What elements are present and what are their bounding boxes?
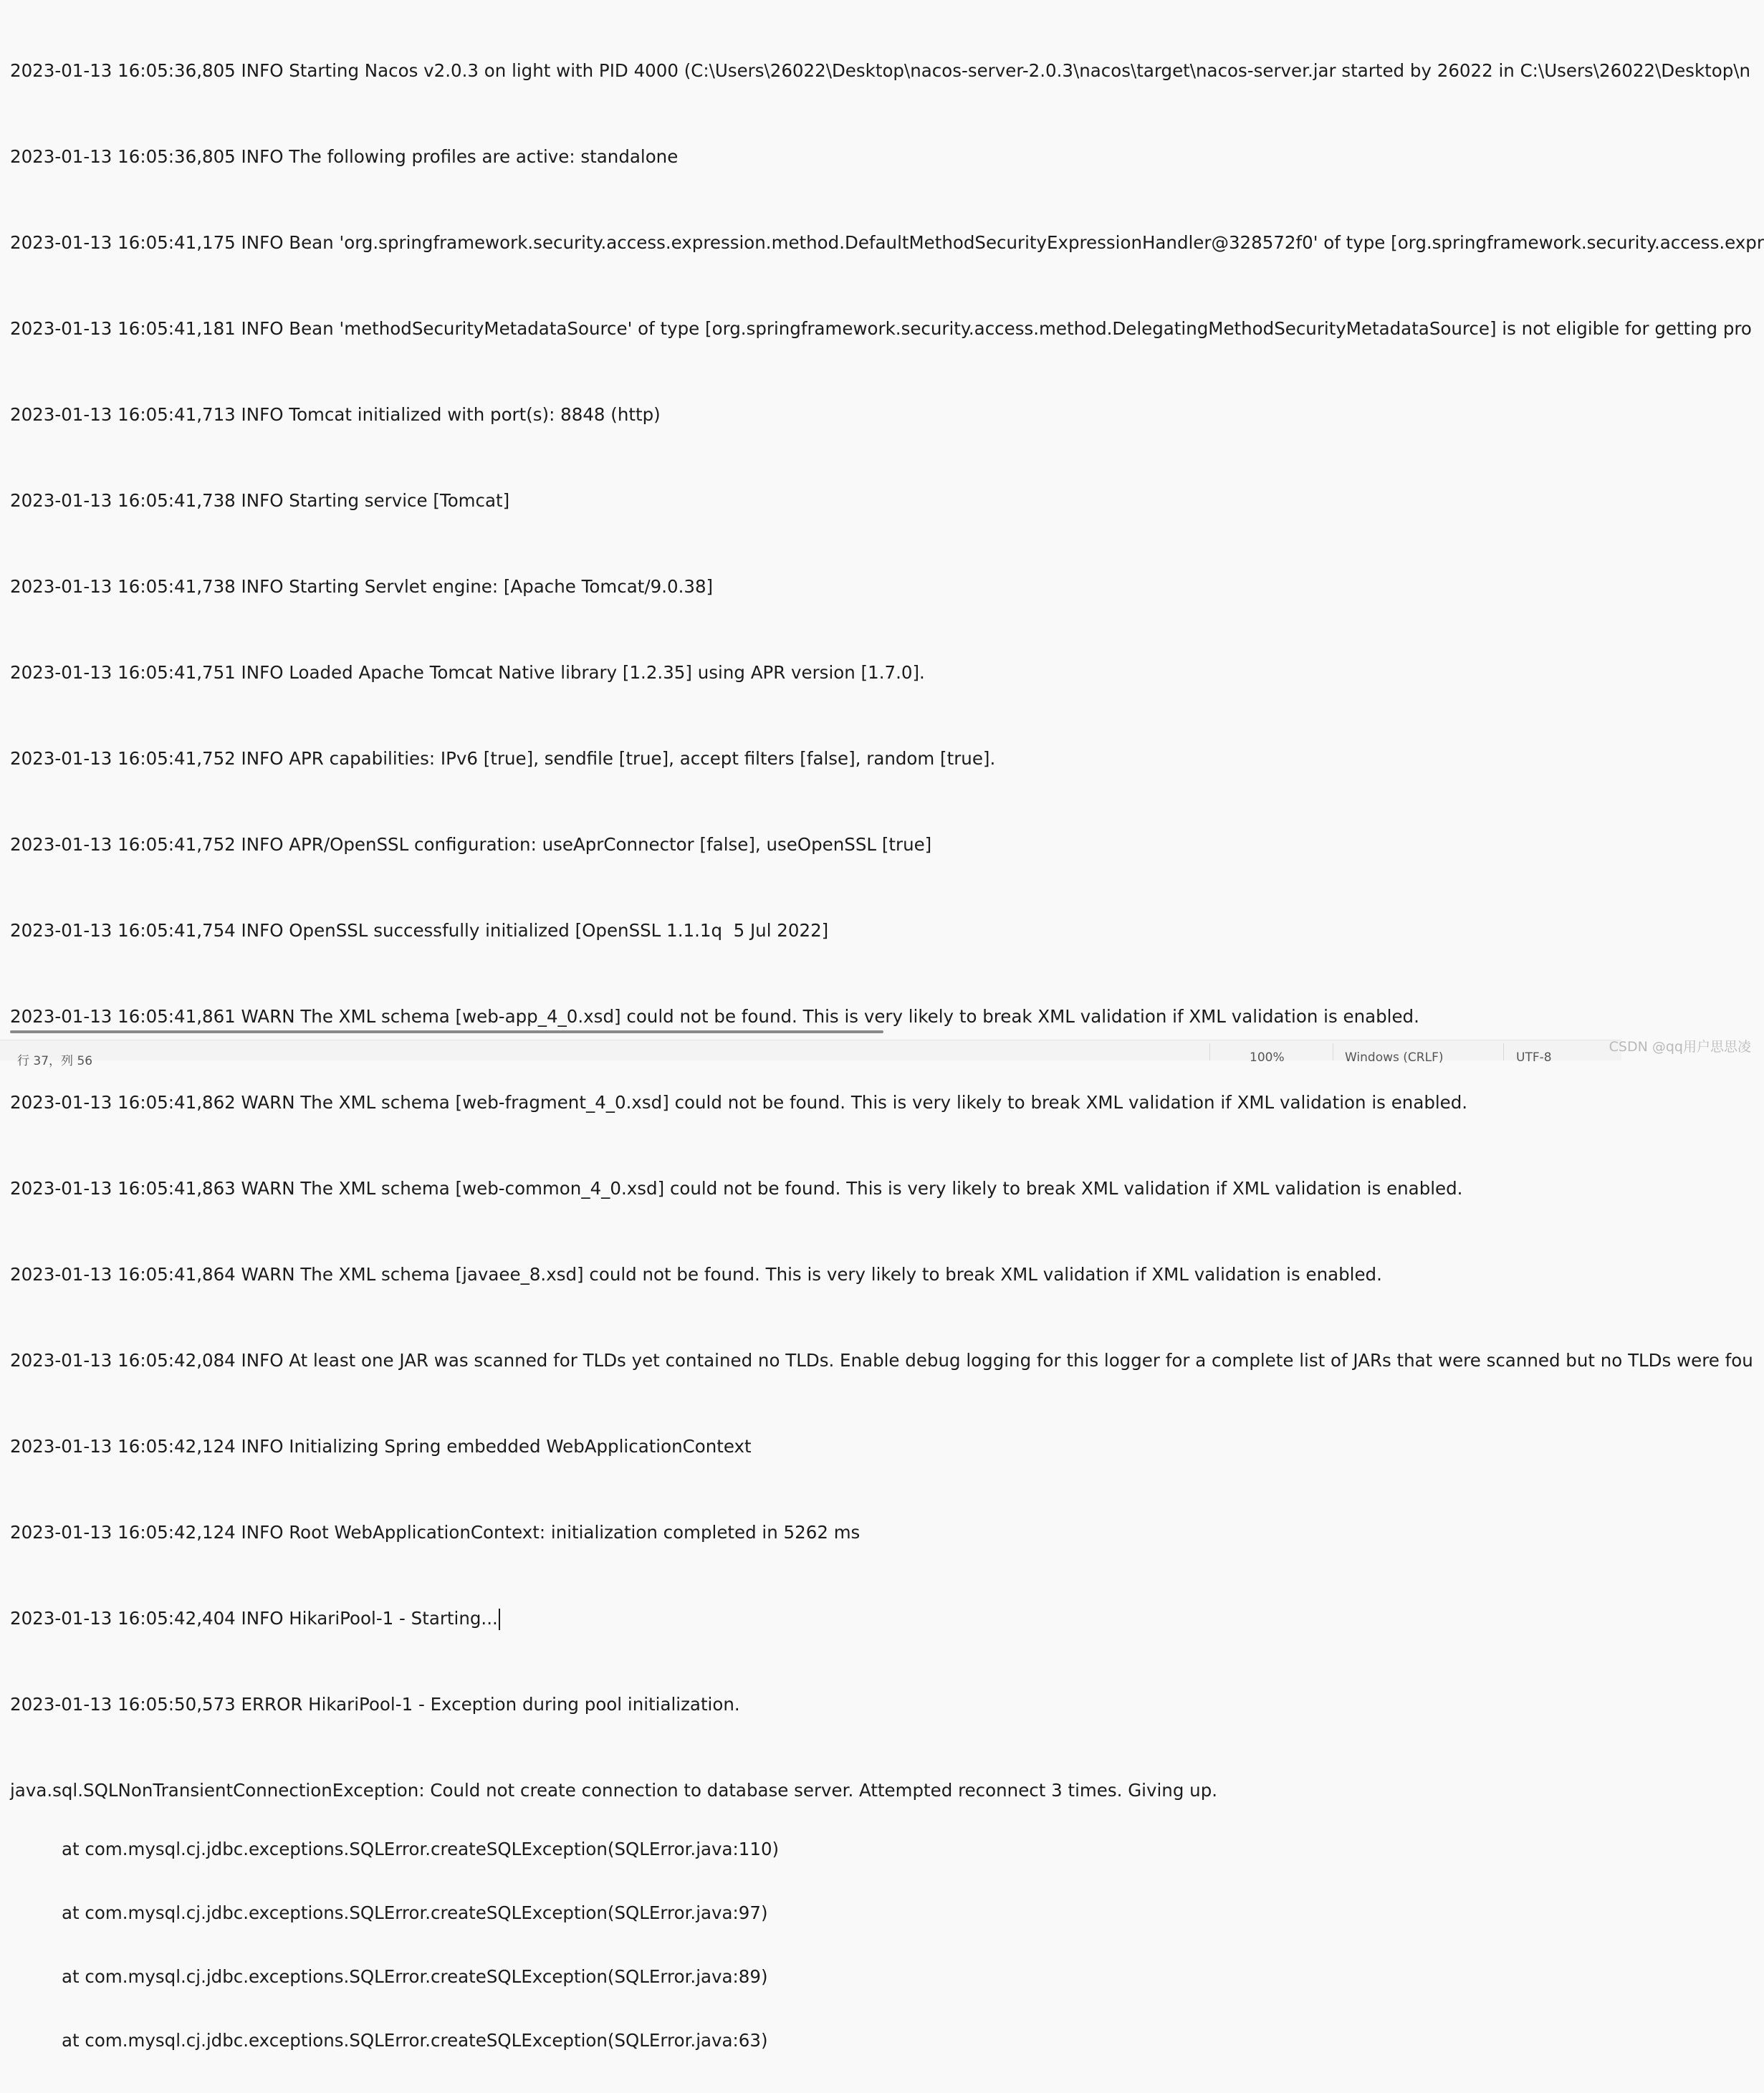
log-line: 2023-01-13 16:05:42,084 INFO At least one JAR was scanned for TLDs yet contained no TLDs. Enable debug logging for this logger for a complete list of JARs that were scanned but no TLDs were fou (10, 1350, 1753, 1371)
log-line: 2023-01-13 16:05:41,862 WARN The XML schema [web-fragment_4_0.xsd] could not be found. This is very likely to break XML validation if XML validation is enabled. (10, 1092, 1468, 1113)
status-divider (1209, 1043, 1210, 1060)
text-caret (499, 1609, 500, 1630)
encoding[interactable]: UTF-8 (1516, 1050, 1552, 1065)
log-line: 2023-01-13 16:05:42,124 INFO Initializing Spring embedded WebApplicationContext (10, 1436, 752, 1457)
log-line: 2023-01-13 16:05:41,181 INFO Bean 'methodSecurityMetadataSource' of type [org.springframework.security.access.method.DelegatingMethodSecurityMetadataSource] is not eligible for getting pro (10, 318, 1752, 339)
log-line: 2023-01-13 16:05:36,805 INFO Starting Nacos v2.0.3 on light with PID 4000 (C:\Users\26022\Desktop\nacos-server-2.0.3\nacos\target\nacos-server.jar started by 26022 in C:\Users\26022\Desktop\n (10, 60, 1751, 81)
log-line: 2023-01-13 16:05:36,805 INFO The following profiles are active: standalone (10, 146, 679, 167)
exception-line: java.sql.SQLNonTransientConnectionException: Could not create connection to database server. Attempted reconnect 3 times. Giving up. (10, 1780, 1218, 1801)
log-line: 2023-01-13 16:05:41,738 INFO Starting Servlet engine: [Apache Tomcat/9.0.38] (10, 576, 714, 597)
log-line: 2023-01-13 16:05:41,752 INFO APR capabilities: IPv6 [true], sendfile [true], accept filters [false], random [true]. (10, 748, 996, 769)
log-line: 2023-01-13 16:05:41,175 INFO Bean 'org.springframework.security.access.expression.method.DefaultMethodSecurityExpressionHandler@328572f0' of type [org.springframework.security.access.expr (10, 232, 1764, 253)
log-line: 2023-01-13 16:05:41,738 INFO Starting service [Tomcat] (10, 490, 510, 511)
log-line-text: 2023-01-13 16:05:42,404 INFO HikariPool-1 - Starting... (10, 1608, 498, 1629)
watermark-text: CSDN @qq用户思思凌 (1609, 1039, 1751, 1055)
log-line: 2023-01-13 16:05:41,752 INFO APR/OpenSSL configuration: useAprConnector [false], useOpenSSL [true] (10, 834, 932, 855)
cursor-position[interactable]: 行 37，列 56 (17, 1054, 93, 1068)
log-line: 2023-01-13 16:05:41,861 WARN The XML schema [web-app_4_0.xsd] could not be found. This is very likely to break XML validation if XML validation is enabled. (10, 1006, 1419, 1027)
stack-trace-line: at com.mysql.cj.jdbc.exceptions.SQLError.createSQLException(SQLError.java:89) (62, 1966, 768, 1987)
log-line: 2023-01-13 16:05:41,863 WARN The XML schema [web-common_4_0.xsd] could not be found. This is very likely to break XML validation if XML validation is enabled. (10, 1178, 1463, 1199)
horizontal-scrollbar[interactable] (10, 1030, 883, 1033)
stack-trace-line: at com.mysql.cj.jdbc.exceptions.SQLError.createSQLException(SQLError.java:110) (62, 1839, 780, 1859)
zoom-level[interactable]: 100% (1250, 1050, 1285, 1065)
status-bar (0, 1040, 1621, 1068)
status-divider (1503, 1043, 1504, 1060)
log-line: 2023-01-13 16:05:42,124 INFO Root WebApplicationContext: initialization completed in 5262 ms (10, 1522, 861, 1543)
log-line: 2023-01-13 16:05:41,864 WARN The XML schema [javaee_8.xsd] could not be found. This is very likely to break XML validation if XML validation is enabled. (10, 1264, 1382, 1285)
stack-trace-line: at com.mysql.cj.jdbc.exceptions.SQLError.createSQLException(SQLError.java:97) (62, 1902, 768, 1923)
log-line: 2023-01-13 16:05:41,751 INFO Loaded Apache Tomcat Native library [1.2.35] using APR version [1.7.0]. (10, 662, 925, 683)
line-ending[interactable]: Windows (CRLF) (1345, 1050, 1444, 1065)
log-line: 2023-01-13 16:05:41,754 INFO OpenSSL successfully initialized [OpenSSL 1.1.1q 5 Jul 2022] (10, 920, 829, 941)
log-line: 2023-01-13 16:05:41,713 INFO Tomcat initialized with port(s): 8848 (http) (10, 404, 661, 425)
log-line-error: 2023-01-13 16:05:50,573 ERROR HikariPool-1 - Exception during pool initialization. (10, 1694, 740, 1715)
log-line-with-caret (10, 1602, 1621, 1647)
stack-trace-line: at com.mysql.cj.jdbc.exceptions.SQLError.createSQLException(SQLError.java:63) (62, 2030, 768, 2051)
